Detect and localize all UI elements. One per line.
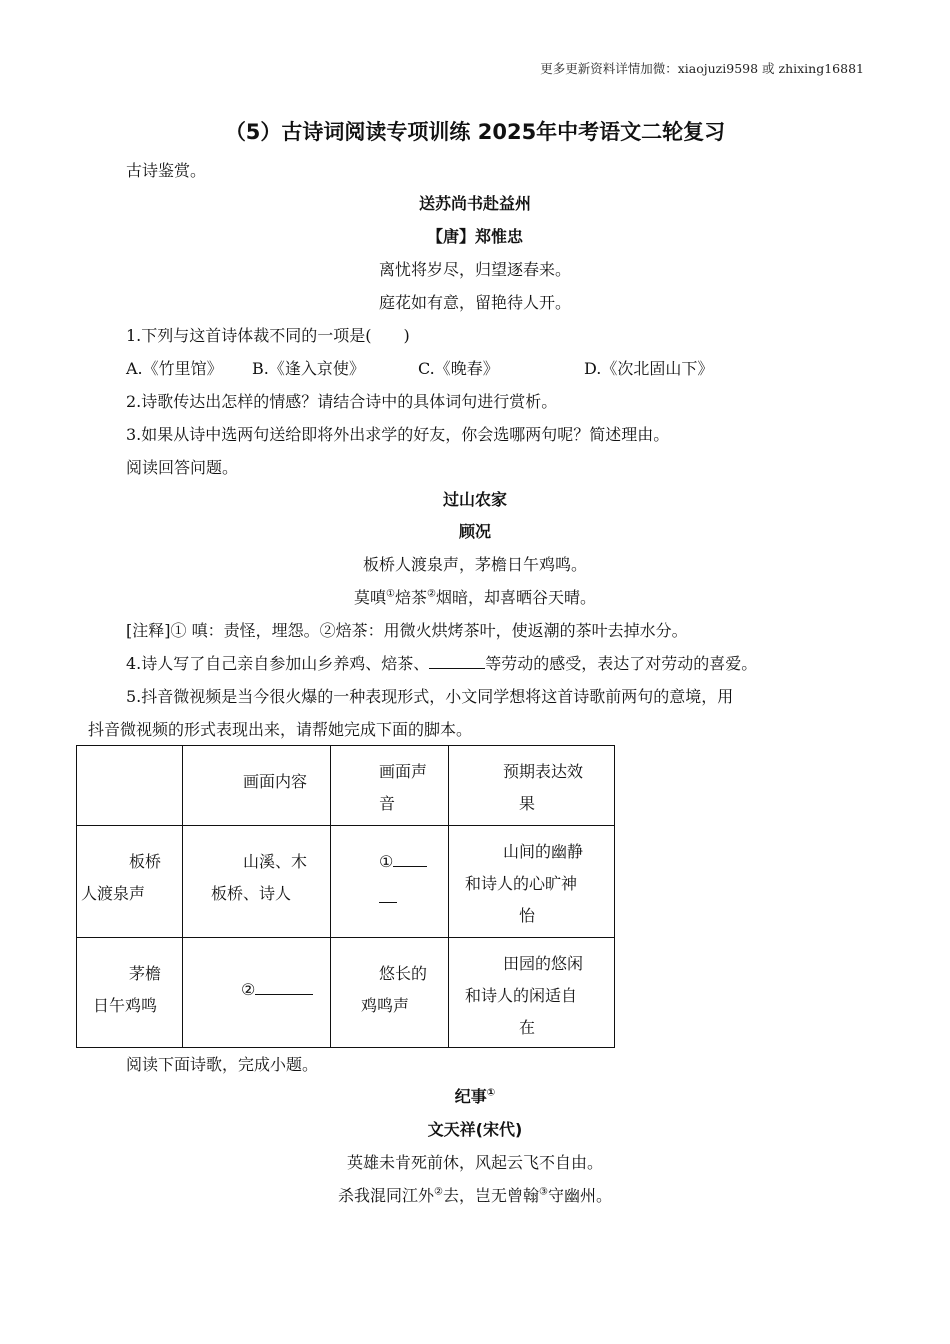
table-header-cell: 预期表达效 果 xyxy=(449,746,615,826)
poem1-author: 【唐】郑惟忠 xyxy=(426,227,523,246)
q1-option-c: C.《晚春》 xyxy=(418,359,499,378)
table-cell: ② xyxy=(183,938,331,1048)
table-cell: ① xyxy=(331,826,449,938)
question-1: 1.下列与这首诗体裁不同的一项是( ) xyxy=(126,326,410,345)
section3-intro: 阅读下面诗歌，完成小题。 xyxy=(126,1055,319,1074)
table-header-cell xyxy=(77,746,183,826)
answer-blank-continued[interactable] xyxy=(379,886,397,903)
table-cell: 悠长的 鸡鸣声 xyxy=(331,938,449,1048)
poem1-line2: 庭花如有意，留艳待人开。 xyxy=(378,293,571,312)
answer-blank[interactable] xyxy=(393,852,427,867)
question-5-line2: 抖音微视频的形式表现出来，请帮她完成下面的脚本。 xyxy=(88,720,473,739)
poem1-line1: 离忧将岁尽，归望逐春来。 xyxy=(378,260,571,279)
poem2-author: 顾况 xyxy=(458,522,491,541)
table-row xyxy=(77,826,615,938)
table-cell: 茅檐 日午鸡鸣 xyxy=(77,938,183,1048)
table-cell: 田园的悠闲 和诗人的闲适自 在 xyxy=(449,938,615,1048)
poem2-title: 过山农家 xyxy=(442,490,507,509)
poem2-line1: 板桥人渡泉声，茅檐日午鸡鸣。 xyxy=(362,555,587,574)
footnote-mark: ② xyxy=(434,1186,443,1198)
answer-blank[interactable] xyxy=(429,654,485,669)
q1-option-a: A.《竹里馆》 xyxy=(126,359,223,378)
question-4: 4.诗人写了自己亲自参加山乡养鸡、焙茶、 等劳动的感受，表达了对劳动的喜爱。 xyxy=(126,654,758,673)
header-note: 更多更新资料详情加微：xiaojuzi9598 或 zhixing16881 xyxy=(540,61,864,76)
table-header-cell: 画面声 音 xyxy=(331,746,449,826)
table-header-cell: 画面内容 xyxy=(183,746,331,826)
section2-intro: 阅读回答问题。 xyxy=(126,458,239,477)
table-header-row xyxy=(77,746,615,826)
page-title: （5）古诗词阅读专项训练 2025年中考语文二轮复习 xyxy=(224,120,726,144)
question-5-line1: 5.抖音微视频是当今很火爆的一种表现形式，小文同学想将这首诗歌前两句的意境，用 xyxy=(126,687,734,706)
footnote-mark: ② xyxy=(427,588,436,600)
table-cell: 板桥 人渡泉声 xyxy=(77,826,183,938)
table-row xyxy=(77,938,615,1048)
q1-option-b: B.《逢入京使》 xyxy=(252,359,365,378)
video-script-table xyxy=(76,745,615,1048)
table-cell: 山间的幽静 和诗人的心旷神 怡 xyxy=(449,826,615,938)
q1-option-d: D.《次北固山下》 xyxy=(584,359,714,378)
answer-blank[interactable] xyxy=(255,980,313,995)
poem3-line1: 英雄未肯死前休，风起云飞不自由。 xyxy=(346,1153,603,1172)
table-cell: 山溪、木 板桥、诗人 xyxy=(183,826,331,938)
question-2: 2.诗歌传达出怎样的情感？请结合诗中的具体词句进行赏析。 xyxy=(126,392,558,411)
footnote-mark: ① xyxy=(486,1087,496,1099)
poem2-note: [注释]① 嗔：责怪，埋怨。②焙茶：用微火烘烤茶叶，使返潮的茶叶去掉水分。 xyxy=(126,621,688,640)
poem2-line2: 莫嗔①焙茶②烟暗，却喜晒谷天晴。 xyxy=(354,588,596,607)
section1-intro: 古诗鉴赏。 xyxy=(126,161,207,180)
poem3-author: 文天祥(宋代) xyxy=(427,1120,523,1139)
poem1-title: 送苏尚书赴益州 xyxy=(418,194,531,213)
footnote-mark: ① xyxy=(386,588,395,600)
poem3-line2: 杀我混同江外②去，岂无曾翰③守幽州。 xyxy=(338,1186,612,1205)
footnote-mark: ③ xyxy=(539,1186,548,1198)
poem3-title: 纪事① xyxy=(454,1087,496,1106)
question-3: 3.如果从诗中选两句送给即将外出求学的好友，你会选哪两句呢？简述理由。 xyxy=(126,425,670,444)
